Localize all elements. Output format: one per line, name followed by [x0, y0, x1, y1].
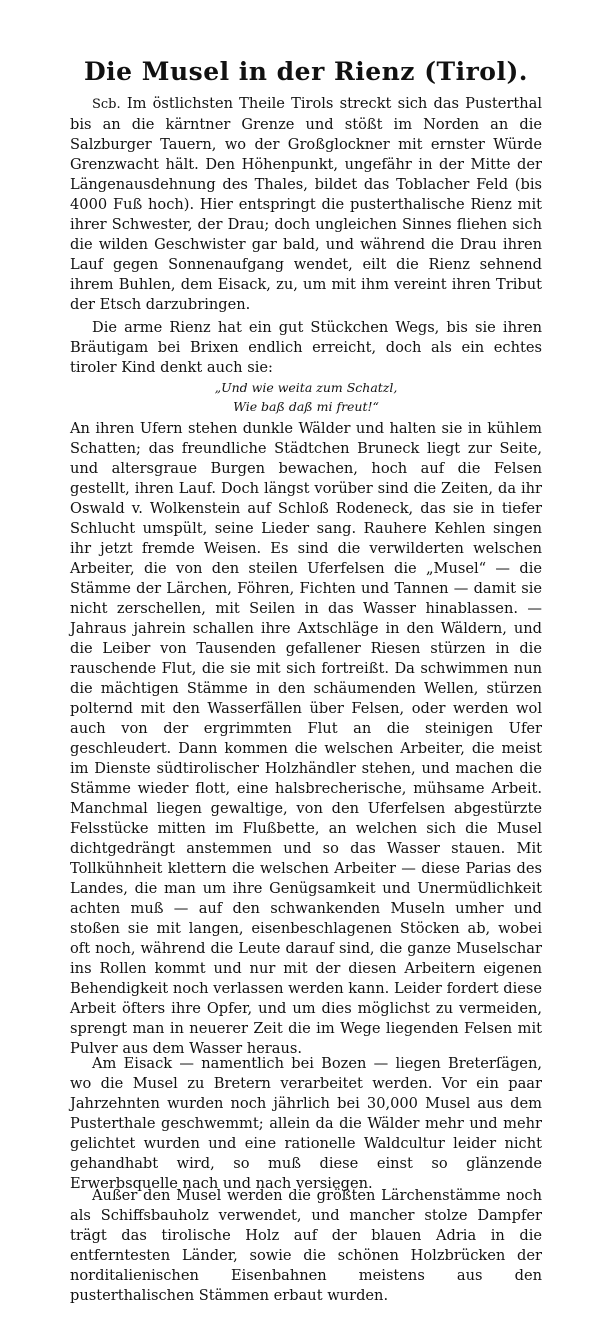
paragraph-1-text: Im östlichsten Theile Tirols streckt sich das Pusterthal bis an die kärntner Grenze und stößt im Norden an die Salzburger Tauern, wo der Großglockner mit ernster Würde Grenzwacht hält. Den Höhenpunkt, ungefähr in der Mitte der Längenausdehnung des Thales, bildet das Toblacher Feld (bis 4000 Fuß hoch). Hier entspringt die pusterthalische Rienz mit ihrer Schwester, der Drau; doch ungleichen Sinnes fliehen sich die wilden Geschwister gar bald, und während die Drau ihren Lauf gegen Sonnenaufgang wendet, eilt die Rienz sehnend ihrem Buhlen, dem Eisack, zu, um mit ihm vereint ihren Tribut der Etsch darzubringen. [70, 95, 543, 313]
author-abbreviation: Scb. [92, 97, 121, 112]
paragraph-2 [70, 318, 542, 378]
poem-line-2: Wie baß daß mi freut!“ [233, 399, 379, 414]
document-page [70, 0, 542, 1320]
article-title: Die Musel in der Rienz (Tirol). [83, 57, 528, 86]
paragraph-4 [70, 1054, 542, 1194]
paragraph-3 [70, 419, 542, 1059]
paragraph-4-text: Am Eisack — namentlich bei Bozen — liegen Breterſägen, wo die Musel zu Bretern verarbeitet werden. Vor ein paar Jahrzehnten wurden noch jährlich bei 30,000 Musel aus dem Pusterthale geschwemmt; allein da die Wälder mehr und mehr gelichtet wurden und eine rationelle Waldcultur leider nicht gehandhabt wird, so muß diese einst so glänzende Erwerbsquelle nach und nach versiegen. [70, 1055, 542, 1192]
paragraph-1 [70, 94, 542, 315]
paragraph-3-text: An ihren Ufern stehen dunkle Wälder und halten sie in kühlem Schatten; das freundliche Städtchen Bruneck liegt zur Seite, und altersgraue Burgen bewachen, hoch auf die Felsen gestellt, ihren Lauf. Doch längst vorüber sind die Zeiten, da ihr Oswald v. Wolkenstein auf Schloß Rodeneck, das sie in tiefer Schlucht umspült, seine Lieder sang. Rauhere Kehlen singen ihr jetzt fremde Weisen. Es sind die verwilderten welschen Arbeiter, die von den steilen Uferfelsen die „Musel“ — die Stämme der Lärchen, Föhren, Fichten und Tannen — damit sie nicht zerschellen, mit Seilen in das Wasser hinablassen. — Jahraus jahrein schallen ihre Axtschläge in den Wäldern, und die Leiber von Tausenden gefallener Riesen stürzen in die rauschende Flut, die sie mit sich fortreißt. Da schwimmen nun die mächtigen Stämme in den schäumenden Wellen, stürzen polternd mit den Wasserfällen über Felsen, oder werden wol auch von der ergrimmten Flut an die steinigen Ufer geschleudert. Dann kommen die welschen Arbeiter, die meist im Dienste südtirolischer Holzhändler stehen, und machen die Stämme wieder flott, eine halsbrecherische, mühsame Arbeit. Manchmal liegen gewaltige, von den Uferfelsen abgestürzte Felsstücke mitten im Flußbette, an welchen sich die Musel dichtgedrängt anstemmen und so das Wasser stauen. Mit Tollkühnheit klettern die welschen Arbeiter — diese Parias des Landes, die man um ihre Genügsamkeit und Unermüdlichkeit achten muß — auf den schwankenden Museln umher und stoßen sie mit langen, eisenbeschlagenen Stöcken ab, wobei oft noch, während die Leute darauf sind, die ganze Muselschar ins Rollen kommt und nur mit der diesen Arbeitern eigenen Behendigkeit noch verlassen werden kann. Leider fordert diese Arbeit öfters ihre Opfer, und um dies möglichst zu vermeiden, sprengt man in neuerer Zeit die im Wege liegenden Felsen mit Pulver aus dem Wasser heraus. [70, 420, 542, 1057]
paragraph-2-text: Die arme Rienz hat ein gut Stückchen Wegs, bis sie ihren Bräutigam bei Brixen endlich erreicht, doch als ein echtes tiroler Kind denkt auch sie: [70, 319, 542, 376]
paragraph-5 [70, 1186, 542, 1306]
poem-quote [70, 378, 542, 416]
paragraph-5-text: Außer den Musel werden die größten Lärchenstämme noch als Schiffsbauholz verwendet, und mancher stolze Dampfer trägt das tirolische Holz auf der blauen Adria in die entferntesten Länder, sowie die schönen Holzbrücken der norditalienischen Eisenbahnen meistens aus den pusterthalischen Stämmen erbaut wurden. [70, 1187, 542, 1304]
poem-line-1: „Und wie weita zum Schatzl, [214, 380, 398, 395]
